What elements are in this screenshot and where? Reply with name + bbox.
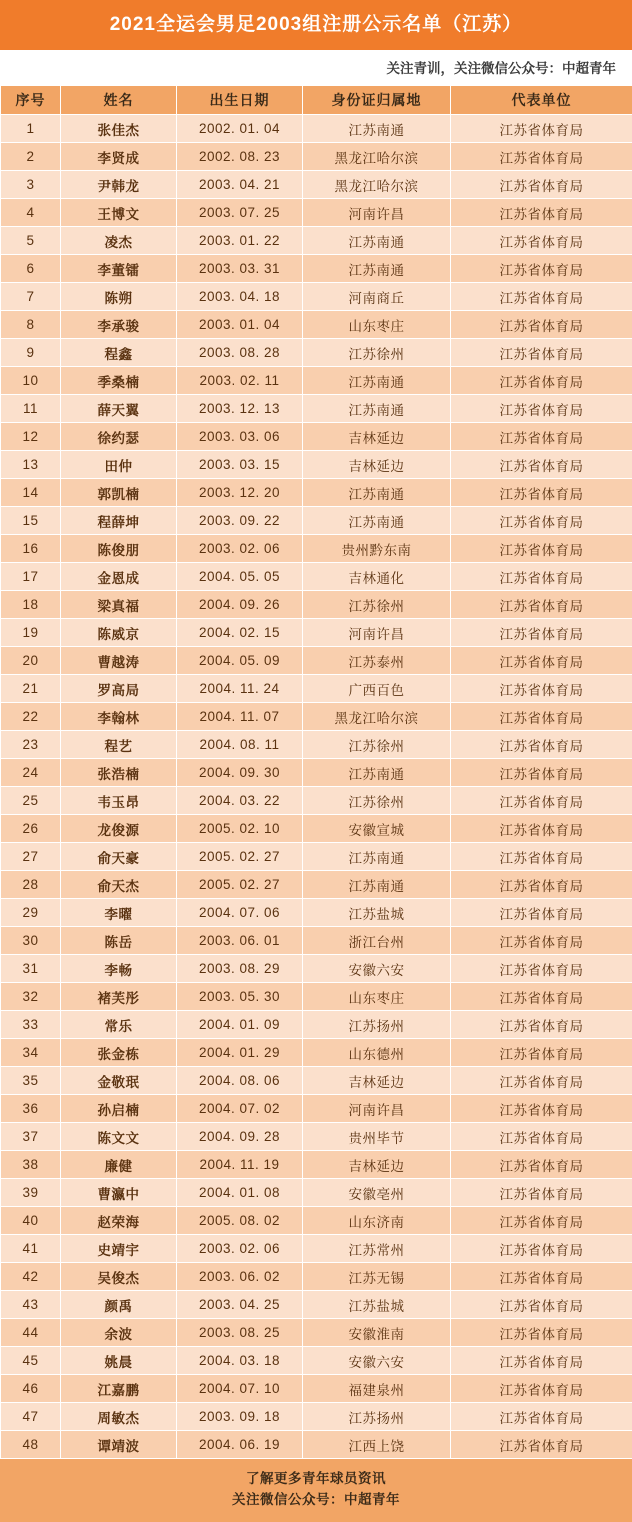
cell-name: 曹瀛中 xyxy=(61,1179,177,1207)
cell-birthdate: 2003. 06. 02 xyxy=(177,1263,303,1291)
cell-name: 俞天杰 xyxy=(61,871,177,899)
roster-table xyxy=(0,85,632,1459)
cell-index: 31 xyxy=(1,955,61,983)
cell-index: 15 xyxy=(1,507,61,535)
cell-name: 李董镭 xyxy=(61,255,177,283)
cell-birthdate: 2004. 01. 08 xyxy=(177,1179,303,1207)
cell-birthdate: 2003. 04. 18 xyxy=(177,283,303,311)
cell-name: 薛天翼 xyxy=(61,395,177,423)
table-row xyxy=(1,1039,632,1067)
table-row xyxy=(1,647,632,675)
cell-origin: 江苏徐州 xyxy=(303,591,451,619)
cell-name: 陈朔 xyxy=(61,283,177,311)
cell-index: 2 xyxy=(1,143,61,171)
cell-name: 田仲 xyxy=(61,451,177,479)
footer-line-1: 了解更多青年球员资讯 xyxy=(0,1469,632,1490)
cell-index: 26 xyxy=(1,815,61,843)
cell-origin: 江苏南通 xyxy=(303,255,451,283)
cell-name: 陈威京 xyxy=(61,619,177,647)
table-row xyxy=(1,591,632,619)
cell-name: 金敬珉 xyxy=(61,1067,177,1095)
cell-unit: 江苏省体育局 xyxy=(451,1039,632,1067)
cell-name: 陈文文 xyxy=(61,1123,177,1151)
cell-unit: 江苏省体育局 xyxy=(451,563,632,591)
cell-index: 3 xyxy=(1,171,61,199)
cell-birthdate: 2003. 04. 25 xyxy=(177,1291,303,1319)
cell-origin: 山东枣庄 xyxy=(303,311,451,339)
cell-unit: 江苏省体育局 xyxy=(451,451,632,479)
table-row xyxy=(1,731,632,759)
cell-name: 程鑫 xyxy=(61,339,177,367)
column-header-birthdate: 出生日期 xyxy=(177,86,303,115)
cell-birthdate: 2004. 11. 19 xyxy=(177,1151,303,1179)
cell-unit: 江苏省体育局 xyxy=(451,1291,632,1319)
cell-name: 程艺 xyxy=(61,731,177,759)
cell-index: 40 xyxy=(1,1207,61,1235)
cell-unit: 江苏省体育局 xyxy=(451,199,632,227)
cell-unit: 江苏省体育局 xyxy=(451,619,632,647)
table-row xyxy=(1,395,632,423)
cell-birthdate: 2004. 07. 02 xyxy=(177,1095,303,1123)
cell-origin: 河南商丘 xyxy=(303,283,451,311)
table-row xyxy=(1,871,632,899)
table-row xyxy=(1,1151,632,1179)
cell-birthdate: 2004. 03. 22 xyxy=(177,787,303,815)
cell-birthdate: 2003. 09. 22 xyxy=(177,507,303,535)
cell-unit: 江苏省体育局 xyxy=(451,1095,632,1123)
cell-index: 16 xyxy=(1,535,61,563)
table-row xyxy=(1,367,632,395)
cell-origin: 吉林延边 xyxy=(303,423,451,451)
cell-name: 谭靖波 xyxy=(61,1431,177,1459)
cell-name: 俞天豪 xyxy=(61,843,177,871)
cell-name: 褚芙彤 xyxy=(61,983,177,1011)
cell-origin: 江苏南通 xyxy=(303,115,451,143)
cell-index: 14 xyxy=(1,479,61,507)
table-row xyxy=(1,451,632,479)
cell-name: 孙启楠 xyxy=(61,1095,177,1123)
table-row xyxy=(1,1235,632,1263)
table-row xyxy=(1,955,632,983)
cell-birthdate: 2003. 08. 25 xyxy=(177,1319,303,1347)
cell-index: 42 xyxy=(1,1263,61,1291)
cell-origin: 江苏徐州 xyxy=(303,731,451,759)
cell-name: 姚晨 xyxy=(61,1347,177,1375)
cell-unit: 江苏省体育局 xyxy=(451,815,632,843)
cell-unit: 江苏省体育局 xyxy=(451,1403,632,1431)
cell-unit: 江苏省体育局 xyxy=(451,255,632,283)
cell-birthdate: 2003. 04. 21 xyxy=(177,171,303,199)
cell-birthdate: 2005. 02. 10 xyxy=(177,815,303,843)
cell-name: 陈岳 xyxy=(61,927,177,955)
cell-unit: 江苏省体育局 xyxy=(451,703,632,731)
table-row xyxy=(1,535,632,563)
cell-index: 21 xyxy=(1,675,61,703)
cell-name: 李贤成 xyxy=(61,143,177,171)
cell-unit: 江苏省体育局 xyxy=(451,1431,632,1459)
cell-name: 金恩成 xyxy=(61,563,177,591)
cell-birthdate: 2004. 03. 18 xyxy=(177,1347,303,1375)
cell-origin: 吉林通化 xyxy=(303,563,451,591)
cell-origin: 安徽六安 xyxy=(303,955,451,983)
cell-origin: 安徽六安 xyxy=(303,1347,451,1375)
cell-index: 19 xyxy=(1,619,61,647)
cell-name: 李畅 xyxy=(61,955,177,983)
cell-index: 34 xyxy=(1,1039,61,1067)
cell-origin: 黑龙江哈尔滨 xyxy=(303,703,451,731)
cell-index: 29 xyxy=(1,899,61,927)
cell-birthdate: 2004. 09. 28 xyxy=(177,1123,303,1151)
cell-name: 陈俊朋 xyxy=(61,535,177,563)
table-row xyxy=(1,563,632,591)
cell-unit: 江苏省体育局 xyxy=(451,395,632,423)
cell-birthdate: 2005. 08. 02 xyxy=(177,1207,303,1235)
cell-unit: 江苏省体育局 xyxy=(451,143,632,171)
cell-unit: 江苏省体育局 xyxy=(451,1067,632,1095)
cell-index: 6 xyxy=(1,255,61,283)
cell-index: 8 xyxy=(1,311,61,339)
cell-unit: 江苏省体育局 xyxy=(451,171,632,199)
cell-origin: 江苏南通 xyxy=(303,227,451,255)
cell-index: 32 xyxy=(1,983,61,1011)
table-row xyxy=(1,675,632,703)
cell-birthdate: 2004. 11. 07 xyxy=(177,703,303,731)
cell-origin: 贵州毕节 xyxy=(303,1123,451,1151)
cell-unit: 江苏省体育局 xyxy=(451,1319,632,1347)
table-row xyxy=(1,1263,632,1291)
cell-unit: 江苏省体育局 xyxy=(451,1179,632,1207)
cell-birthdate: 2003. 08. 29 xyxy=(177,955,303,983)
cell-origin: 江西上饶 xyxy=(303,1431,451,1459)
cell-index: 17 xyxy=(1,563,61,591)
cell-origin: 江苏南通 xyxy=(303,479,451,507)
cell-name: 常乐 xyxy=(61,1011,177,1039)
cell-origin: 黑龙江哈尔滨 xyxy=(303,143,451,171)
cell-birthdate: 2004. 01. 29 xyxy=(177,1039,303,1067)
cell-index: 23 xyxy=(1,731,61,759)
cell-index: 37 xyxy=(1,1123,61,1151)
cell-origin: 福建泉州 xyxy=(303,1375,451,1403)
cell-index: 36 xyxy=(1,1095,61,1123)
cell-unit: 江苏省体育局 xyxy=(451,311,632,339)
table-row xyxy=(1,143,632,171)
table-row xyxy=(1,283,632,311)
cell-index: 44 xyxy=(1,1319,61,1347)
subtitle-note: 关注青训，关注微信公众号：中超青年 xyxy=(0,50,632,86)
table-row xyxy=(1,759,632,787)
cell-unit: 江苏省体育局 xyxy=(451,1235,632,1263)
cell-origin: 江苏常州 xyxy=(303,1235,451,1263)
cell-unit: 江苏省体育局 xyxy=(451,227,632,255)
table-row xyxy=(1,899,632,927)
cell-name: 王博文 xyxy=(61,199,177,227)
footer-note xyxy=(0,1459,632,1522)
cell-name: 程薛坤 xyxy=(61,507,177,535)
table-row xyxy=(1,983,632,1011)
cell-name: 史靖宇 xyxy=(61,1235,177,1263)
cell-unit: 江苏省体育局 xyxy=(451,955,632,983)
cell-name: 罗高局 xyxy=(61,675,177,703)
cell-name: 张浩楠 xyxy=(61,759,177,787)
cell-origin: 江苏南通 xyxy=(303,759,451,787)
cell-birthdate: 2002. 08. 23 xyxy=(177,143,303,171)
table-row xyxy=(1,1011,632,1039)
cell-origin: 江苏无锡 xyxy=(303,1263,451,1291)
cell-origin: 山东枣庄 xyxy=(303,983,451,1011)
table-row xyxy=(1,843,632,871)
cell-name: 李承骏 xyxy=(61,311,177,339)
table-row xyxy=(1,227,632,255)
cell-index: 22 xyxy=(1,703,61,731)
cell-birthdate: 2003. 02. 06 xyxy=(177,1235,303,1263)
cell-name: 江嘉鹏 xyxy=(61,1375,177,1403)
table-row xyxy=(1,1319,632,1347)
table-row xyxy=(1,115,632,143)
cell-origin: 江苏南通 xyxy=(303,395,451,423)
cell-origin: 山东济南 xyxy=(303,1207,451,1235)
cell-unit: 江苏省体育局 xyxy=(451,1347,632,1375)
cell-index: 35 xyxy=(1,1067,61,1095)
cell-birthdate: 2004. 01. 09 xyxy=(177,1011,303,1039)
cell-birthdate: 2005. 02. 27 xyxy=(177,843,303,871)
cell-unit: 江苏省体育局 xyxy=(451,591,632,619)
cell-index: 10 xyxy=(1,367,61,395)
cell-name: 张佳杰 xyxy=(61,115,177,143)
cell-name: 龙俊源 xyxy=(61,815,177,843)
cell-index: 46 xyxy=(1,1375,61,1403)
table-row xyxy=(1,171,632,199)
column-header-name: 姓名 xyxy=(61,86,177,115)
cell-index: 1 xyxy=(1,115,61,143)
cell-birthdate: 2002. 01. 04 xyxy=(177,115,303,143)
cell-name: 尹韩龙 xyxy=(61,171,177,199)
cell-unit: 江苏省体育局 xyxy=(451,115,632,143)
cell-index: 47 xyxy=(1,1403,61,1431)
table-row xyxy=(1,1179,632,1207)
cell-origin: 江苏泰州 xyxy=(303,647,451,675)
cell-name: 凌杰 xyxy=(61,227,177,255)
table-row xyxy=(1,255,632,283)
cell-origin: 江苏扬州 xyxy=(303,1403,451,1431)
cell-index: 25 xyxy=(1,787,61,815)
cell-index: 13 xyxy=(1,451,61,479)
table-row xyxy=(1,703,632,731)
page-title: 2021全运会男足2003组注册公示名单（江苏） xyxy=(0,0,632,50)
cell-origin: 江苏南通 xyxy=(303,367,451,395)
cell-unit: 江苏省体育局 xyxy=(451,479,632,507)
cell-name: 廉健 xyxy=(61,1151,177,1179)
cell-birthdate: 2004. 11. 24 xyxy=(177,675,303,703)
cell-index: 9 xyxy=(1,339,61,367)
table-row xyxy=(1,1347,632,1375)
cell-unit: 江苏省体育局 xyxy=(451,535,632,563)
cell-index: 27 xyxy=(1,843,61,871)
cell-name: 梁真福 xyxy=(61,591,177,619)
cell-birthdate: 2004. 08. 06 xyxy=(177,1067,303,1095)
cell-unit: 江苏省体育局 xyxy=(451,871,632,899)
table-row xyxy=(1,423,632,451)
cell-birthdate: 2003. 06. 01 xyxy=(177,927,303,955)
cell-birthdate: 2003. 02. 06 xyxy=(177,535,303,563)
cell-index: 33 xyxy=(1,1011,61,1039)
cell-birthdate: 2004. 07. 10 xyxy=(177,1375,303,1403)
column-header-origin: 身份证归属地 xyxy=(303,86,451,115)
cell-unit: 江苏省体育局 xyxy=(451,899,632,927)
cell-birthdate: 2003. 05. 30 xyxy=(177,983,303,1011)
cell-unit: 江苏省体育局 xyxy=(451,675,632,703)
cell-origin: 安徽淮南 xyxy=(303,1319,451,1347)
cell-origin: 河南许昌 xyxy=(303,199,451,227)
cell-unit: 江苏省体育局 xyxy=(451,507,632,535)
cell-unit: 江苏省体育局 xyxy=(451,647,632,675)
footer-line-2: 关注微信公众号：中超青年 xyxy=(0,1490,632,1511)
cell-origin: 吉林延边 xyxy=(303,1151,451,1179)
cell-index: 28 xyxy=(1,871,61,899)
cell-index: 20 xyxy=(1,647,61,675)
cell-unit: 江苏省体育局 xyxy=(451,1011,632,1039)
cell-birthdate: 2003. 12. 13 xyxy=(177,395,303,423)
cell-origin: 江苏南通 xyxy=(303,871,451,899)
cell-name: 吴俊杰 xyxy=(61,1263,177,1291)
cell-index: 18 xyxy=(1,591,61,619)
cell-origin: 吉林延边 xyxy=(303,451,451,479)
cell-name: 李曜 xyxy=(61,899,177,927)
cell-origin: 浙江台州 xyxy=(303,927,451,955)
cell-name: 李翰林 xyxy=(61,703,177,731)
column-header-index: 序号 xyxy=(1,86,61,115)
cell-index: 4 xyxy=(1,199,61,227)
cell-birthdate: 2005. 02. 27 xyxy=(177,871,303,899)
table-row xyxy=(1,1095,632,1123)
cell-birthdate: 2004. 05. 05 xyxy=(177,563,303,591)
cell-name: 赵荣海 xyxy=(61,1207,177,1235)
cell-unit: 江苏省体育局 xyxy=(451,927,632,955)
table-row xyxy=(1,311,632,339)
table-row xyxy=(1,1375,632,1403)
cell-birthdate: 2004. 06. 19 xyxy=(177,1431,303,1459)
cell-origin: 江苏盐城 xyxy=(303,1291,451,1319)
cell-name: 曹越涛 xyxy=(61,647,177,675)
cell-unit: 江苏省体育局 xyxy=(451,1151,632,1179)
table-row xyxy=(1,1403,632,1431)
table-row xyxy=(1,787,632,815)
cell-unit: 江苏省体育局 xyxy=(451,339,632,367)
column-header-unit: 代表单位 xyxy=(451,86,632,115)
cell-birthdate: 2004. 05. 09 xyxy=(177,647,303,675)
cell-origin: 江苏盐城 xyxy=(303,899,451,927)
cell-birthdate: 2004. 08. 11 xyxy=(177,731,303,759)
cell-name: 周敏杰 xyxy=(61,1403,177,1431)
cell-unit: 江苏省体育局 xyxy=(451,1207,632,1235)
cell-origin: 贵州黔东南 xyxy=(303,535,451,563)
table-row xyxy=(1,1067,632,1095)
cell-unit: 江苏省体育局 xyxy=(451,843,632,871)
cell-origin: 河南许昌 xyxy=(303,619,451,647)
table-row xyxy=(1,1431,632,1459)
cell-index: 45 xyxy=(1,1347,61,1375)
cell-unit: 江苏省体育局 xyxy=(451,1263,632,1291)
cell-origin: 河南许昌 xyxy=(303,1095,451,1123)
table-row xyxy=(1,619,632,647)
cell-birthdate: 2004. 07. 06 xyxy=(177,899,303,927)
cell-origin: 山东德州 xyxy=(303,1039,451,1067)
cell-origin: 安徽宣城 xyxy=(303,815,451,843)
cell-origin: 江苏南通 xyxy=(303,507,451,535)
cell-name: 韦玉昂 xyxy=(61,787,177,815)
cell-unit: 江苏省体育局 xyxy=(451,759,632,787)
table-row xyxy=(1,1207,632,1235)
cell-birthdate: 2003. 01. 04 xyxy=(177,311,303,339)
cell-unit: 江苏省体育局 xyxy=(451,731,632,759)
cell-birthdate: 2003. 03. 15 xyxy=(177,451,303,479)
cell-index: 41 xyxy=(1,1235,61,1263)
cell-origin: 江苏南通 xyxy=(303,843,451,871)
cell-birthdate: 2004. 02. 15 xyxy=(177,619,303,647)
cell-index: 48 xyxy=(1,1431,61,1459)
cell-unit: 江苏省体育局 xyxy=(451,367,632,395)
cell-index: 11 xyxy=(1,395,61,423)
cell-birthdate: 2004. 09. 26 xyxy=(177,591,303,619)
cell-name: 季桑楠 xyxy=(61,367,177,395)
cell-unit: 江苏省体育局 xyxy=(451,423,632,451)
cell-origin: 黑龙江哈尔滨 xyxy=(303,171,451,199)
cell-unit: 江苏省体育局 xyxy=(451,283,632,311)
cell-origin: 江苏徐州 xyxy=(303,339,451,367)
table-row xyxy=(1,507,632,535)
cell-birthdate: 2003. 09. 18 xyxy=(177,1403,303,1431)
cell-unit: 江苏省体育局 xyxy=(451,787,632,815)
cell-name: 颜禹 xyxy=(61,1291,177,1319)
cell-birthdate: 2003. 03. 31 xyxy=(177,255,303,283)
cell-name: 余波 xyxy=(61,1319,177,1347)
table-row xyxy=(1,199,632,227)
cell-index: 12 xyxy=(1,423,61,451)
cell-index: 5 xyxy=(1,227,61,255)
cell-birthdate: 2004. 09. 30 xyxy=(177,759,303,787)
table-row xyxy=(1,339,632,367)
cell-name: 郭凯楠 xyxy=(61,479,177,507)
cell-origin: 江苏扬州 xyxy=(303,1011,451,1039)
cell-birthdate: 2003. 02. 11 xyxy=(177,367,303,395)
cell-index: 7 xyxy=(1,283,61,311)
cell-birthdate: 2003. 07. 25 xyxy=(177,199,303,227)
table-row xyxy=(1,479,632,507)
cell-unit: 江苏省体育局 xyxy=(451,1375,632,1403)
cell-name: 徐约瑟 xyxy=(61,423,177,451)
cell-origin: 广西百色 xyxy=(303,675,451,703)
cell-index: 30 xyxy=(1,927,61,955)
table-row xyxy=(1,1123,632,1151)
cell-birthdate: 2003. 03. 06 xyxy=(177,423,303,451)
cell-name: 张金栋 xyxy=(61,1039,177,1067)
cell-origin: 吉林延边 xyxy=(303,1067,451,1095)
cell-unit: 江苏省体育局 xyxy=(451,983,632,1011)
cell-birthdate: 2003. 08. 28 xyxy=(177,339,303,367)
table-row xyxy=(1,815,632,843)
cell-birthdate: 2003. 01. 22 xyxy=(177,227,303,255)
cell-index: 43 xyxy=(1,1291,61,1319)
cell-index: 24 xyxy=(1,759,61,787)
table-row xyxy=(1,927,632,955)
cell-index: 38 xyxy=(1,1151,61,1179)
cell-origin: 安徽亳州 xyxy=(303,1179,451,1207)
cell-birthdate: 2003. 12. 20 xyxy=(177,479,303,507)
cell-unit: 江苏省体育局 xyxy=(451,1123,632,1151)
cell-origin: 江苏徐州 xyxy=(303,787,451,815)
table-header-row xyxy=(1,86,632,115)
cell-index: 39 xyxy=(1,1179,61,1207)
